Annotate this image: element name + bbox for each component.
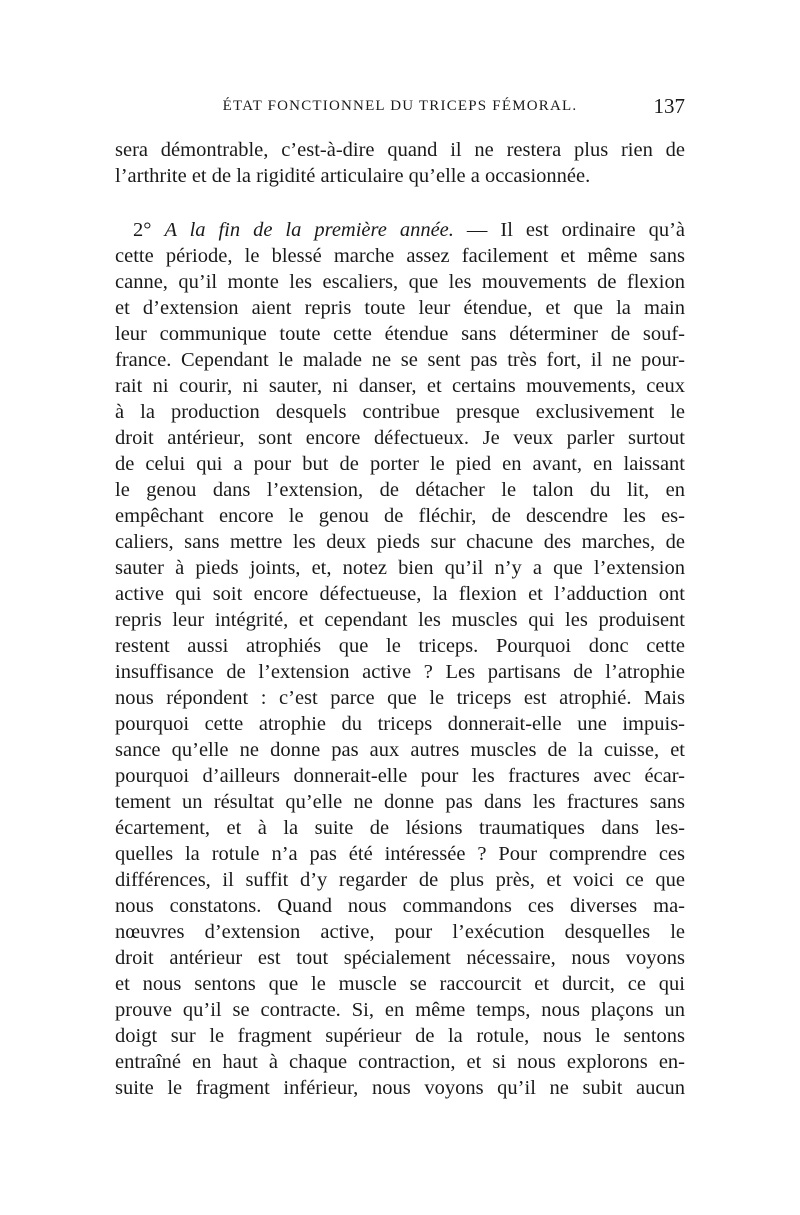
- text-line: nous constatons. Quand nous commandons ces diverses ma-: [115, 895, 685, 917]
- text-line: écartement, et à la suite de lésions traumatiques dans les-: [115, 817, 685, 839]
- text-line: suite le fragment inférieur, nous voyons qu’il ne subit aucun: [115, 1077, 685, 1099]
- text-line: sauter à pieds joints, et, notez bien qu’il n’y a que l’extension: [115, 557, 685, 579]
- text-line: cette période, le blessé marche assez facilement et même sans: [115, 245, 685, 267]
- text-line: leur communique toute cette étendue sans déterminer de souf-: [115, 323, 685, 345]
- text-line: sera démontrable, c’est-à-dire quand il ne restera plus rien de: [115, 139, 685, 161]
- text-line: pourquoi cette atrophie du triceps donnerait-elle une impuis-: [115, 713, 685, 735]
- text-line: france. Cependant le malade ne se sent pas très fort, il ne pour-: [115, 349, 685, 371]
- text-line: pourquoi d’ailleurs donnerait-elle pour les fractures avec écar-: [115, 765, 685, 787]
- text-line: de celui qui a pour but de porter le pied en avant, en laissant: [115, 453, 685, 475]
- section-text: — Il est ordinaire qu’à: [453, 219, 686, 241]
- text-line: l’arthrite et de la rigidité articulaire qu’elle a occasionnée.: [115, 165, 591, 187]
- text-line: différences, il suffit d’y regarder de plus près, et voici ce que: [115, 869, 685, 891]
- text-line: doigt sur le fragment supérieur de la rotule, nous le sentons: [115, 1025, 685, 1047]
- text-line: entraîné en haut à chaque contraction, et si nous explorons en-: [115, 1051, 685, 1073]
- text-line: restent aussi atrophiés que le triceps. Pourquoi donc cette: [115, 635, 685, 657]
- text-line: droit antérieur est tout spécialement nécessaire, nous voyons: [115, 947, 685, 969]
- text-line: prouve qu’il se contracte. Si, en même temps, nous plaçons un: [115, 999, 685, 1021]
- text-line: droit antérieur, sont encore défectueux. Je veux parler surtout: [115, 427, 685, 449]
- running-head-title: ÉTAT FONCTIONNEL DU TRICEPS FÉMORAL.: [222, 98, 578, 114]
- text-line: tement un résultat qu’elle ne donne pas dans les fractures sans: [115, 791, 685, 813]
- text-line: nous répondent : c’est parce que le triceps est atrophié. Mais: [115, 687, 685, 709]
- text-line: le genou dans l’extension, de détacher le talon du lit, en: [115, 479, 685, 501]
- text-line: quelles la rotule n’a pas été intéressée ? Pour comprendre ces: [115, 843, 685, 865]
- section-heading: A la fin de la première année.: [164, 219, 454, 241]
- text-line: canne, qu’il monte les escaliers, que les mouvements de flexion: [115, 271, 685, 293]
- text-line: active qui soit encore défectueuse, la flexion et l’adduction ont: [115, 583, 685, 605]
- text-line: rait ni courir, ni sauter, ni danser, et certains mouvements, ceux: [115, 375, 685, 397]
- text-line: empêchant encore le genou de fléchir, de descendre les es-: [115, 505, 685, 527]
- running-head: [115, 94, 685, 124]
- text-line: et nous sentons que le muscle se raccourcit et durcit, ce qui: [115, 973, 685, 995]
- text-line: insuffisance de l’extension active ? Les partisans de l’atrophie: [115, 661, 685, 683]
- text-line: repris leur intégrité, et cependant les muscles qui les produisent: [115, 609, 685, 631]
- section-number: 2°: [133, 219, 165, 241]
- text-line: caliers, sans mettre les deux pieds sur chacune des marches, de: [115, 531, 685, 553]
- text-line: à la production desquels contribue presque exclusivement le: [115, 401, 685, 423]
- text-line: nœuvres d’extension active, pour l’exécution desquelles le: [115, 921, 685, 943]
- text-line: et d’extension aient repris toute leur étendue, et que la main: [115, 297, 685, 319]
- text-line: sance qu’elle ne donne pas aux autres muscles de la cuisse, et: [115, 739, 685, 761]
- text-line: [133, 217, 685, 243]
- page-number: 137: [653, 94, 685, 118]
